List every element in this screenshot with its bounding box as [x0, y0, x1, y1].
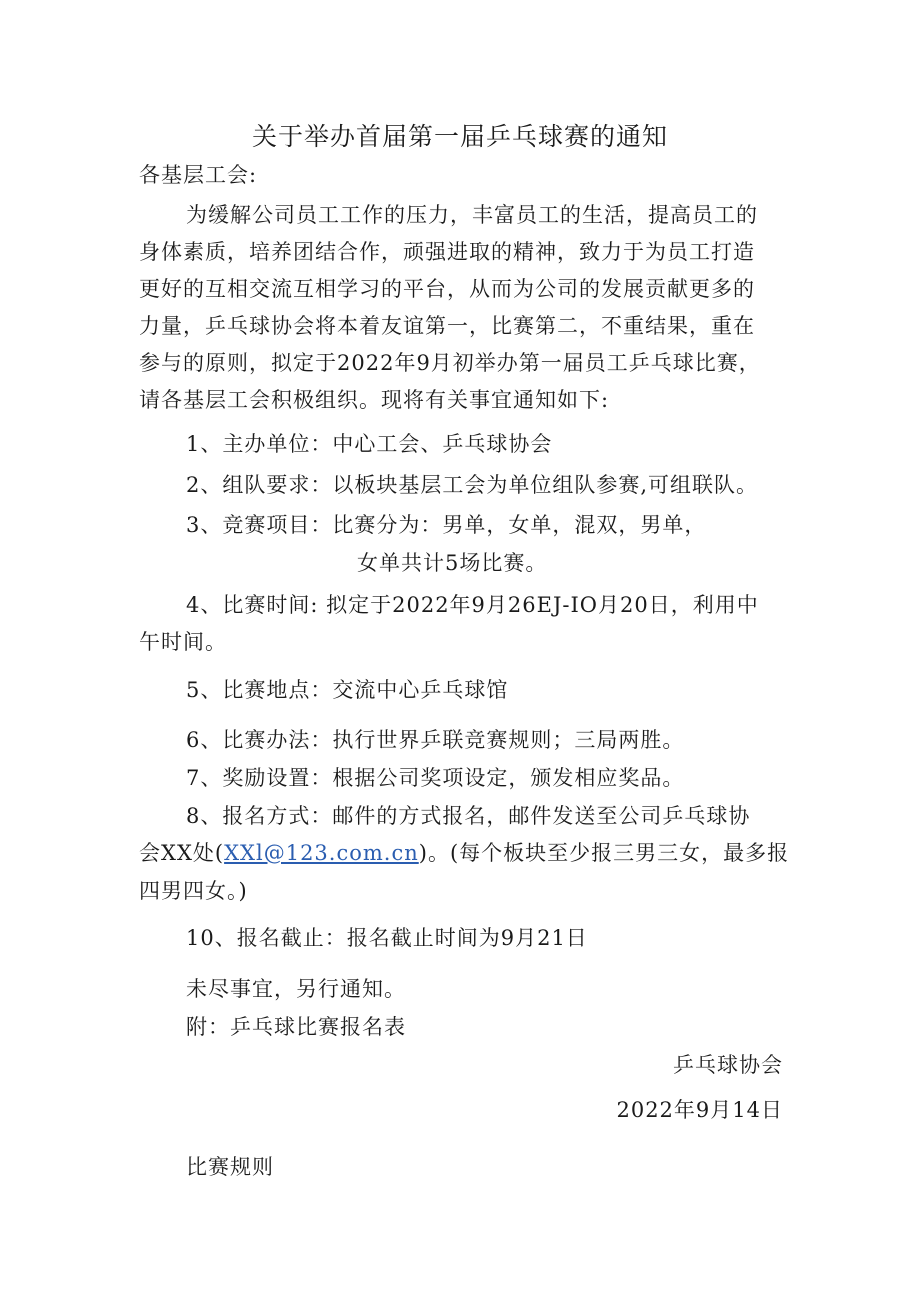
document-title: 关于举办首届第一届乒乓球赛的通知	[251, 122, 668, 151]
item-events-cont: 女单共计5场比赛。	[357, 551, 548, 575]
item-method: 6、比赛办法：执行世界乒联竞赛规则；三局两胜。	[186, 728, 685, 752]
item-team: 2、组队要求：以板块基层工会为单位组队参赛,可组联队。	[186, 473, 759, 497]
signup-prefix: 会XX处(	[139, 841, 225, 865]
signup-suffix: )。(每个板块至少报三男三女，最多报	[418, 841, 790, 865]
signup-email-link[interactable]: XXl@123.com.cn	[224, 841, 419, 865]
intro-line: 身体素质，培养团结合作，顽强进取的精神，致力于为员工打造	[139, 240, 755, 264]
item-signup-cont	[139, 838, 789, 868]
signature-date: 2022年9月14日	[616, 1098, 783, 1122]
closing-note: 未尽事宜，另行通知。	[186, 977, 406, 1001]
intro-line: 更好的互相交流互相学习的平台，从而为公司的发展贡献更多的	[139, 277, 755, 301]
item-organizer: 1、主办单位：中心工会、乒乓球协会	[186, 432, 553, 456]
section-heading-rules: 比赛规则	[186, 1155, 274, 1179]
intro-line: 请各基层工会积极组织。现将有关事宜通知如下:	[139, 388, 610, 412]
item-signup-cont: 四男四女。)	[139, 879, 248, 903]
intro-line: 为缓解公司员工工作的压力，丰富员工的生活，提高员工的	[186, 203, 758, 227]
item-signup: 8、报名方式：邮件的方式报名，邮件发送至公司乒乓球协	[186, 804, 751, 828]
salutation: 各基层工会:	[139, 163, 258, 187]
intro-line: 力量，乒乓球协会将本着友谊第一，比赛第二，不重结果，重在	[139, 314, 755, 338]
item-time-cont: 午时间。	[139, 630, 227, 654]
item-deadline: 10、报名截止：报名截止时间为9月21日	[186, 926, 588, 950]
item-events: 3、竞赛项目：比赛分为：男单，女单，混双，男单，	[186, 513, 707, 537]
item-awards: 7、奖励设置：根据公司奖项设定，颁发相应奖品。	[186, 766, 685, 790]
signature-org: 乒乓球协会	[673, 1053, 783, 1077]
item-venue: 5、比赛地点：交流中心乒乓球馆	[186, 678, 509, 702]
attachment-note: 附：乒乓球比赛报名表	[186, 1015, 406, 1039]
intro-line: 参与的原则，拟定于2022年9月初举办第一届员工乒乓球比赛，	[139, 351, 761, 375]
item-time: 4、比赛时间: 拟定于2022年9月26EJ-IO月20日，利用中	[186, 593, 759, 617]
